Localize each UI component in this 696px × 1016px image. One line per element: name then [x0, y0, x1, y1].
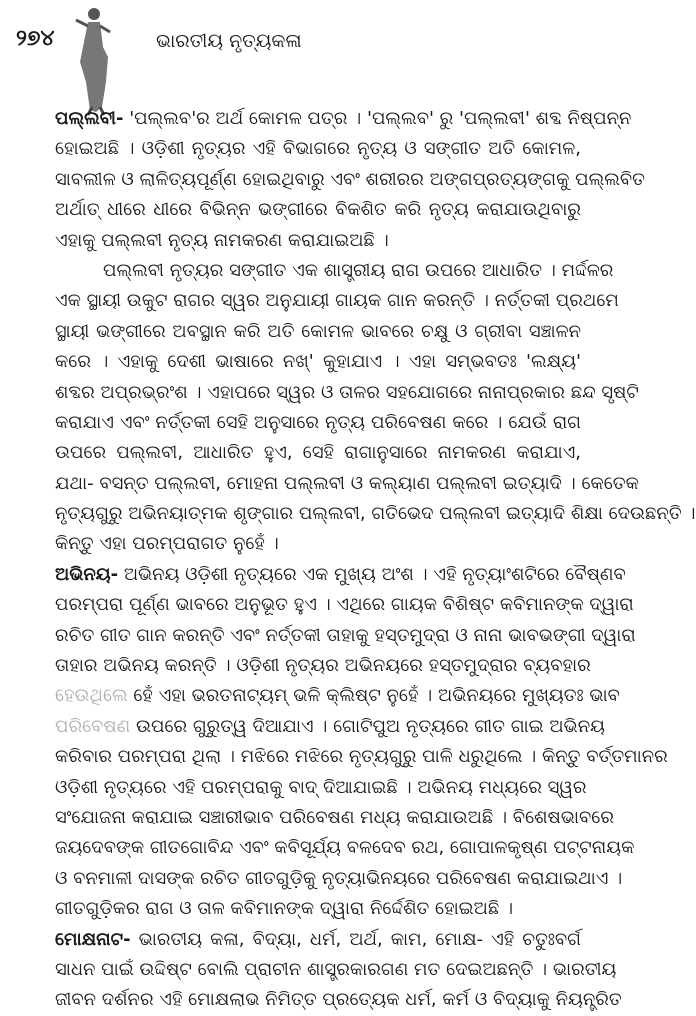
text-line	[55, 408, 581, 438]
body-text	[55, 104, 696, 1016]
dancer-figure-icon	[68, 2, 118, 117]
line-text: ସାବଲୀଳ ଓ ଲାଳିତ୍ୟପୂର୍ଣ୍ଣ ହୋଇଥିବାରୁ ଏବଂ ଶରୀରର ଅଙ୍ଗପ୍ରତ୍ୟଙ୍ଗକୁ ପଲ୍ଲବିତ	[55, 168, 646, 190]
line-text: ଏହାକୁ ପଲ୍ଲବୀ ନୃତ୍ୟ ନାମକରଣ କରାଯାଇଅଛି ।	[55, 229, 389, 251]
line-text: ଜୀବନ ଦର୍ଶନର ଏହି ମୋକ୍ଷଲାଭ ନିମିତ୍ତ ପ୍ରତ୍ୟେକ ଧର୍ମ, କର୍ମ ଓ ବିଦ୍ୟାକୁ ନିୟନ୍ତ୍ରିତ	[55, 989, 622, 1011]
faded-word: ହେଉଥିଲେ	[55, 685, 128, 707]
text-line	[55, 256, 614, 286]
text-line	[55, 104, 632, 134]
text-line	[55, 195, 581, 225]
text-line	[55, 317, 581, 347]
line-text: ଓ ବନମାଳୀ ଦାସଙ୍କ ରଚିତ ଗୀତଗୁଡ଼ିକୁ ନୃତ୍ୟାଭିନୟରେ ପରିବେଷଣ କରାଯାଇଥାଏ ।	[55, 867, 623, 889]
faded-word: ପରିବେଷଣ	[55, 715, 131, 737]
text-line	[55, 894, 581, 924]
text-line	[55, 560, 626, 590]
section-heading: ଅଭିନୟ-	[55, 563, 119, 585]
line-text: ଏକ ସ୍ଥାୟୀ ଉକୁଟ ରାଗର ସ୍ୱର ଅନୁଯାୟୀ ଗାୟକ ଗାନ କରନ୍ତି । ନର୍ତ୍ତକୀ ପ୍ରଥମେ	[55, 290, 619, 312]
text-line	[55, 286, 619, 316]
line-text: କିନ୍ତୁ ଏହା ପରମ୍ପରାଗତ ନୁହେଁ ।	[55, 533, 279, 555]
line-text: 'ପଲ୍ଲବ'ର ଅର୍ଥ କୋମଳ ପତ୍ର । 'ପଲ୍ଲବ' ରୁ 'ପଲ୍ଲବୀ' ଶବ୍ଦ ନିଷ୍ପନ୍ନ	[123, 108, 632, 129]
text-line	[55, 925, 581, 955]
text-line	[55, 134, 581, 164]
text-line	[55, 833, 635, 863]
line-text: କରାଯାଏ ଏବଂ ନର୍ତ୍ତକୀ ସେହି ଅନୁସାରେ ନୃତ୍ୟ ପରିବେଷଣ କରେ । ଯେଉଁ ରାଗ	[55, 411, 581, 433]
text-line	[55, 438, 581, 468]
line-text: ପଲ୍ଲବୀ ନୃତ୍ୟର ସଙ୍ଗୀତ ଏକ ଶାସ୍ତ୍ରୀୟ ରାଗ ଉପରେ ଆଧାରିତ । ମର୍ଦ୍ଦଳର	[103, 259, 614, 281]
line-text: ସ୍ଥାୟୀ ଭଙ୍ଗୀରେ ଅବସ୍ଥାନ କରି ଅତି କୋମଳ ଭାବରେ ଚକ୍ଷୁ ଓ ଗ୍ରୀବା ସଞ୍ଚାଳନ	[55, 320, 581, 342]
text-line	[55, 864, 623, 894]
text-line	[55, 590, 634, 620]
text-line	[55, 469, 639, 499]
text-line	[55, 712, 605, 742]
text-line	[55, 347, 581, 377]
text-line	[55, 499, 696, 529]
line-text: ତାହାର ଅଭିନୟ କରନ୍ତି । ଓଡ଼ିଶୀ ନୃତ୍ୟର ଅଭିନୟରେ ହସ୍ତମୁଦ୍ରାର ବ୍ୟବହାର	[55, 655, 591, 677]
text-line	[55, 803, 614, 833]
text-line	[55, 621, 636, 651]
line-text: ଉପରେ ପଲ୍ଲବୀ, ଆଧାରିତ ହୁଏ, ସେହି ରାଗାନୁସାରେ ନାମକରଣ କରାଯାଏ,	[55, 442, 581, 464]
line-text: ଜୟଦେବଙ୍କ ଗୀତଗୋବିନ୍ଦ ଏବଂ କବିସୂର୍ଯ୍ୟ ବଳଦେବ ରଥ, ଗୋପାଳକୃଷ୍ଣ ପଟ୍ଟନାୟକ	[55, 837, 635, 859]
line-text: ଗୀତଗୁଡ଼ିକର ରାଗ ଓ ତାଳ କବିମାନଙ୍କ ଦ୍ୱାରା ନିର୍ଦ୍ଦେଶିତ ହୋଇଅଛି ।	[55, 898, 514, 920]
line-text: ସାଧନ ପାଇଁ ଉଦ୍ଦିଷ୍ଟ ବୋଲି ପ୍ରାଚୀନ ଶାସ୍ତ୍ରକାରଗଣ ମତ ଦେଇଅଛନ୍ତି । ଭାରତୀୟ	[55, 958, 617, 980]
line-text: ଭାରତୀୟ କଳା, ବିଦ୍ୟା, ଧର୍ମ, ଅର୍ଥ, କାମ, ମୋକ୍ଷ- ଏହି ଚତୁଃବର୍ଗ	[130, 928, 581, 950]
text-line	[55, 651, 591, 681]
line-text: ନୃତ୍ୟଗୁରୁ ଅଭିନୟାତ୍ମକ ଶୃଙ୍ଗାର ପଲ୍ଲବୀ, ଗତିଭେଦ ପଲ୍ଲବୀ ଇତ୍ୟାଦି ଶିକ୍ଷା ଦେଉଛନ୍ତି ।	[55, 503, 696, 525]
line-text: ଅର୍ଥାତ୍ ଧୀରେ ଧୀରେ ବିଭିନ୍ନ ଭଙ୍ଗୀରେ ବିକଶିତ କରି ନୃତ୍ୟ କରାଯାଉଥିବାରୁ	[55, 199, 581, 221]
line-text: ଉପରେ ଗୁରୁତ୍ୱ ଦିଆଯାଏ । ଗୋଟିପୁଅ ନୃତ୍ୟରେ ଗୀତ ଗାଇ ଅଭିନୟ	[130, 715, 605, 737]
line-text: ସଂଯୋଜନା କରାଯାଇ ସଞ୍ଚାରୀଭାବ ପରିବେଷଣ ମଧ୍ୟ କରାଯାଉଅଛି । ବିଶେଷଭାବରେ	[55, 806, 614, 828]
line-text: ଶବ୍ଦର ଅପ୍ରଭ୍ରଂଶ । ଏହାପରେ ସ୍ୱର ଓ ତାଳର ସହଯୋଗରେ ନାନାପ୍ରକାର ଛନ୍ଦ ସୃଷ୍ଟି	[55, 381, 639, 403]
line-text: ପରମ୍ପରା ପୂର୍ଣ୍ଣ ଭାବରେ ଅନୁଭୂତ ହୁଏ । ଏଥିରେ ଗାୟକ ବିଶିଷ୍ଟ କବିମାନଙ୍କ ଦ୍ୱାରା	[55, 594, 634, 616]
text-line	[55, 529, 581, 559]
running-title: ଭାରତୀୟ ନୃତ୍ୟକଳା	[156, 30, 302, 52]
text-line	[55, 955, 617, 985]
line-text: ରଚିତ ଗୀତ ଗାନ କରନ୍ତି ଏବଂ ନର୍ତ୍ତକୀ ତାହାକୁ ହସ୍ତମୁଦ୍ରା ଓ ନାନା ଭାବଭଙ୍ଗୀ ଦ୍ୱାରା	[55, 624, 636, 646]
line-text: କରେ । ଏହାକୁ ଦେଶୀ ଭାଷାରେ ନଖ୍' କୁହାଯାଏ । ଏହା ସମ୍ଭବତଃ 'ଲକ୍ଷ୍ୟ'	[55, 351, 581, 373]
text-line	[55, 226, 581, 256]
text-line	[55, 681, 620, 711]
page-number: ୨୭୪	[16, 26, 55, 51]
line-text: ଓଡ଼ିଶୀ ନୃତ୍ୟରେ ଏହି ପରମ୍ପରାକୁ ବାଦ୍ ଦିଆଯାଇଛି । ଅଭିନୟ ମଧ୍ୟରେ ସ୍ୱର	[55, 776, 587, 798]
line-text: ହେଁ ଏହା ଭରତନାଟ୍ୟମ୍ ଭଳି କ୍ଲିଷ୍ଟ ନୁହେଁ । ଅଭିନୟରେ ମୁଖ୍ୟତଃ ଭାବ	[127, 685, 620, 707]
text-line	[55, 742, 668, 772]
line-text: କରିବାର ପରମ୍ପରା ଥିଲା । ମଝିରେ ମଝିରେ ନୃତ୍ୟଗୁରୁ ପାଳି ଧରୁଥିଲେ । କିନ୍ତୁ ବର୍ତ୍ତମାନର	[55, 746, 668, 768]
line-text: ଅଭିନୟ ଓଡ଼ିଶୀ ନୃତ୍ୟରେ ଏକ ମୁଖ୍ୟ ଅଂଶ । ଏହି ନୃତ୍ୟାଂଶଟିରେ ବୈଷ୍ଣବ	[118, 563, 626, 585]
line-text: ହୋଇଅଛି । ଓଡ଼ିଶୀ ନୃତ୍ୟର ଏହି ବିଭାଗରେ ନୃତ୍ୟ ଓ ସଙ୍ଗୀତ ଅତି କୋମଳ,	[55, 138, 581, 160]
section-heading: ପଲ୍ଲବୀ-	[55, 108, 124, 129]
text-line	[55, 773, 587, 803]
line-text: ଯଥା- ବସନ୍ତ ପଲ୍ଲବୀ, ମୋହନା ପଲ୍ଲବୀ ଓ କଲ୍ୟାଣ ପଲ୍ଲବୀ ଇତ୍ୟାଦି । କେତେକ	[55, 472, 639, 494]
text-line	[55, 985, 622, 1015]
text-line	[55, 378, 639, 408]
text-line	[55, 165, 646, 195]
section-heading: ମୋକ୍ଷନାଟ-	[55, 928, 131, 950]
